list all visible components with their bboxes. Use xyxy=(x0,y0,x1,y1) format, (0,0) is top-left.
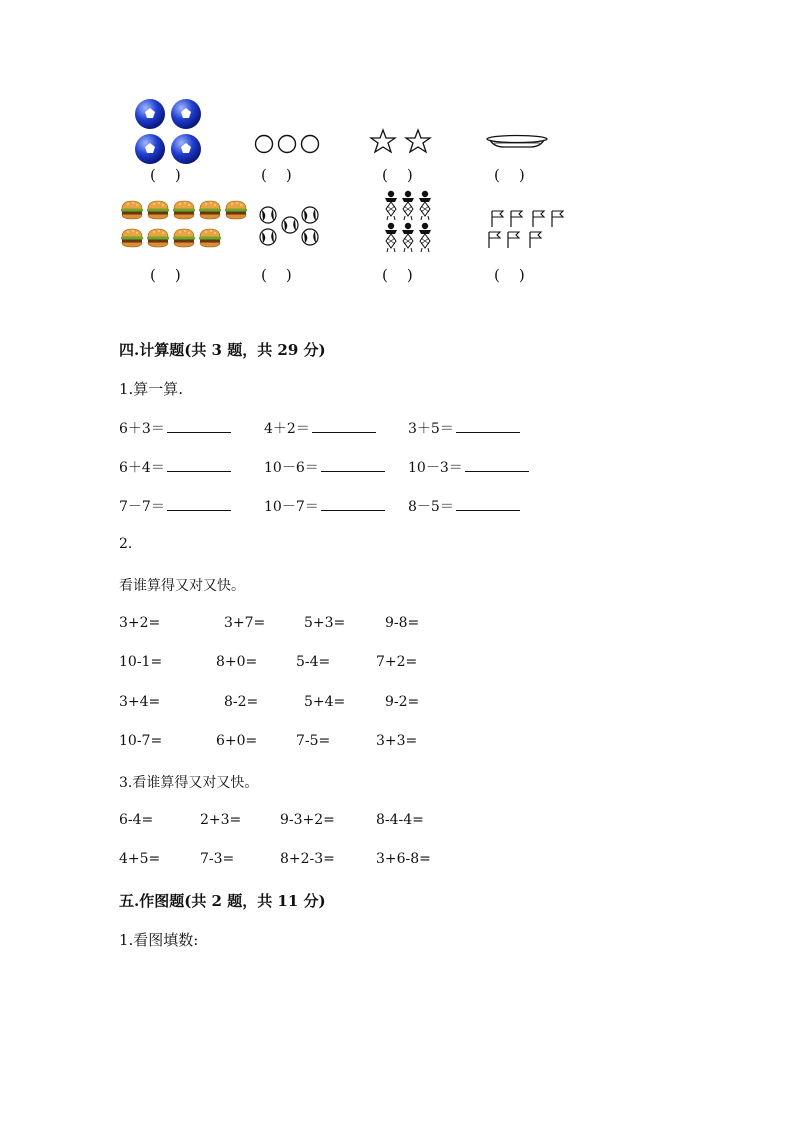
equation[interactable]: 10-7= xyxy=(119,733,163,749)
equation[interactable]: 7-5= xyxy=(296,733,331,749)
question-subtitle: 看谁算得又对又快。 xyxy=(119,578,245,594)
equation: 7－7＝ xyxy=(119,496,231,516)
hamburger-icon xyxy=(121,198,249,250)
equation[interactable]: 7+2= xyxy=(376,654,418,670)
answer-paren[interactable]: ( ) xyxy=(261,266,292,284)
equation[interactable]: 4+5= xyxy=(119,851,161,867)
equation[interactable]: 3+3= xyxy=(376,733,418,749)
flag-icon xyxy=(487,209,571,251)
answer-paren[interactable]: ( ) xyxy=(494,166,525,184)
question-title: 1.算一算. xyxy=(119,380,184,398)
equation[interactable]: 9-8= xyxy=(385,615,420,631)
question-title: 1.看图填数: xyxy=(119,931,199,949)
ball-icon xyxy=(257,204,327,250)
equation: 10－7＝ xyxy=(264,496,385,516)
equation[interactable]: 9-2= xyxy=(385,694,420,710)
soccer-ball-icon xyxy=(134,98,204,166)
equation[interactable]: 3+4= xyxy=(119,694,161,710)
equation[interactable]: 2+3= xyxy=(200,812,242,828)
answer-blank[interactable] xyxy=(312,418,376,433)
answer-paren[interactable]: ( ) xyxy=(261,166,292,184)
equation: 6＋3＝ xyxy=(119,418,231,438)
equation[interactable]: 8+0= xyxy=(216,654,258,670)
answer-blank[interactable] xyxy=(456,496,520,511)
equation: 10－6＝ xyxy=(264,457,385,477)
answer-paren[interactable]: ( ) xyxy=(150,266,181,284)
answer-blank[interactable] xyxy=(321,496,385,511)
equation: 10－3＝ xyxy=(408,457,529,477)
equation[interactable]: 8-2= xyxy=(224,694,259,710)
answer-blank[interactable] xyxy=(456,418,520,433)
answer-paren[interactable]: ( ) xyxy=(494,266,525,284)
equation: 6＋4＝ xyxy=(119,457,231,477)
equation[interactable]: 7-3= xyxy=(200,851,235,867)
equation[interactable]: 10-1= xyxy=(119,654,163,670)
question-title: 2. xyxy=(119,536,133,552)
star-icon xyxy=(370,128,434,156)
section-heading: 五.作图题(共 2 题，共 11 分) xyxy=(119,892,326,910)
equation[interactable]: 3+2= xyxy=(119,615,161,631)
equation: 8－5＝ xyxy=(408,496,520,516)
equation[interactable]: 6+0= xyxy=(216,733,258,749)
answer-blank[interactable] xyxy=(167,457,231,472)
circle-icon xyxy=(254,134,324,156)
answer-blank[interactable] xyxy=(321,457,385,472)
answer-blank[interactable] xyxy=(465,457,529,472)
equation: 3＋5＝ xyxy=(408,418,520,438)
answer-blank[interactable] xyxy=(167,418,231,433)
equation[interactable]: 5+3= xyxy=(304,615,346,631)
question-title: 3.看谁算得又对又快。 xyxy=(119,775,259,791)
equation[interactable]: 3+7= xyxy=(224,615,266,631)
equation[interactable]: 5+4= xyxy=(304,694,346,710)
equation[interactable]: 9-3+2= xyxy=(280,812,335,828)
figure-icon xyxy=(383,188,435,254)
plate-icon xyxy=(486,131,550,151)
equation[interactable]: 8-4-4= xyxy=(376,812,424,828)
answer-paren[interactable]: ( ) xyxy=(150,166,181,184)
answer-paren[interactable]: ( ) xyxy=(382,266,413,284)
section-heading: 四.计算题(共 3 题，共 29 分) xyxy=(119,341,326,359)
answer-paren[interactable]: ( ) xyxy=(382,166,413,184)
equation[interactable]: 3+6-8= xyxy=(376,851,431,867)
equation[interactable]: 8+2-3= xyxy=(280,851,335,867)
equation: 4＋2＝ xyxy=(264,418,376,438)
equation[interactable]: 6-4= xyxy=(119,812,154,828)
equation[interactable]: 5-4= xyxy=(296,654,331,670)
answer-blank[interactable] xyxy=(167,496,231,511)
